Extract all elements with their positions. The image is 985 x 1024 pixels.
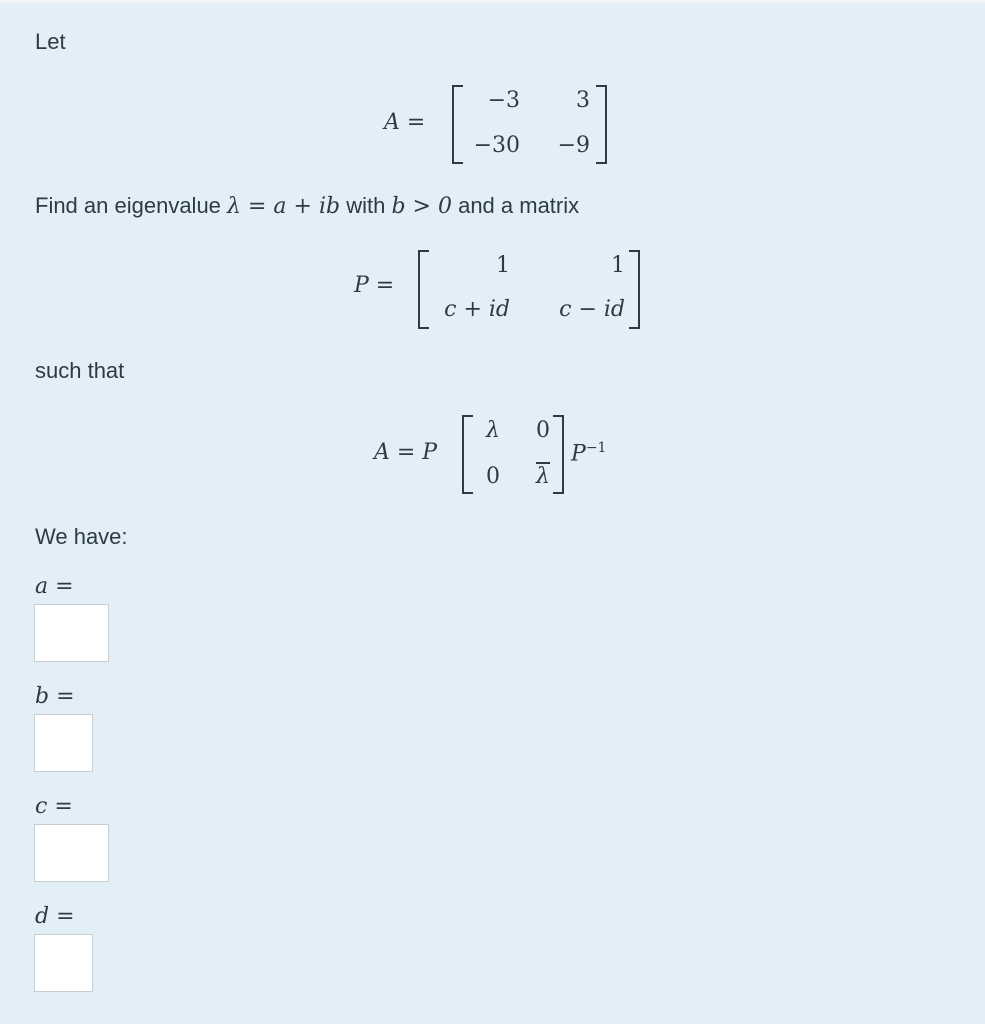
decomp-cell: 0 [486, 464, 500, 489]
matrix-p-lhs: P = [354, 273, 395, 298]
answer-c-input[interactable] [34, 824, 109, 882]
let-text: Let [35, 29, 66, 54]
decomp-right-bracket [553, 415, 564, 494]
such-that-text: such that [35, 358, 125, 383]
answer-b-input[interactable] [34, 714, 93, 772]
matrix-a-right-bracket [596, 85, 607, 164]
decomp-rhs-base: P [571, 441, 586, 467]
matrix-p-cell: c − id [559, 297, 625, 322]
matrix-a-cell: −30 [473, 133, 520, 158]
find-suffix: and a matrix [458, 193, 580, 218]
decomp-cell-conjugate: $\overline{\lambda}$ [536, 464, 550, 489]
answer-d-input[interactable] [34, 934, 93, 992]
matrix-a-cell: −3 [487, 88, 520, 113]
decomp-lhs: A = P [374, 440, 438, 465]
find-with: with [346, 193, 386, 218]
matrix-p-cell: c + id [444, 297, 510, 322]
matrix-p-right-bracket [629, 250, 640, 329]
eigenvalue-expression: λ = a + ib [227, 194, 341, 219]
matrix-a-cell: −9 [557, 133, 590, 158]
decomp-cell: λ [486, 418, 500, 443]
decomp-rhs [571, 440, 606, 466]
find-prefix: Find an eigenvalue [35, 193, 221, 218]
decomp-cell: 0 [536, 418, 550, 443]
answer-d-label: d = [35, 904, 75, 929]
answer-a-label: a = [35, 574, 74, 599]
answer-a-input[interactable] [34, 604, 109, 662]
find-text [35, 193, 579, 219]
we-have-text: We have: [35, 524, 128, 549]
answer-b-label: b = [35, 684, 75, 709]
matrix-a-lhs: A = [384, 110, 426, 135]
answer-c-label: c = [35, 794, 73, 819]
top-divider [0, 0, 985, 3]
matrix-a-cell: 3 [576, 88, 590, 113]
matrix-p-cell: 1 [611, 253, 625, 278]
matrix-p-cell: 1 [496, 253, 510, 278]
condition-expression: b > 0 [391, 194, 452, 219]
decomp-rhs-exponent: −1 [585, 440, 607, 456]
